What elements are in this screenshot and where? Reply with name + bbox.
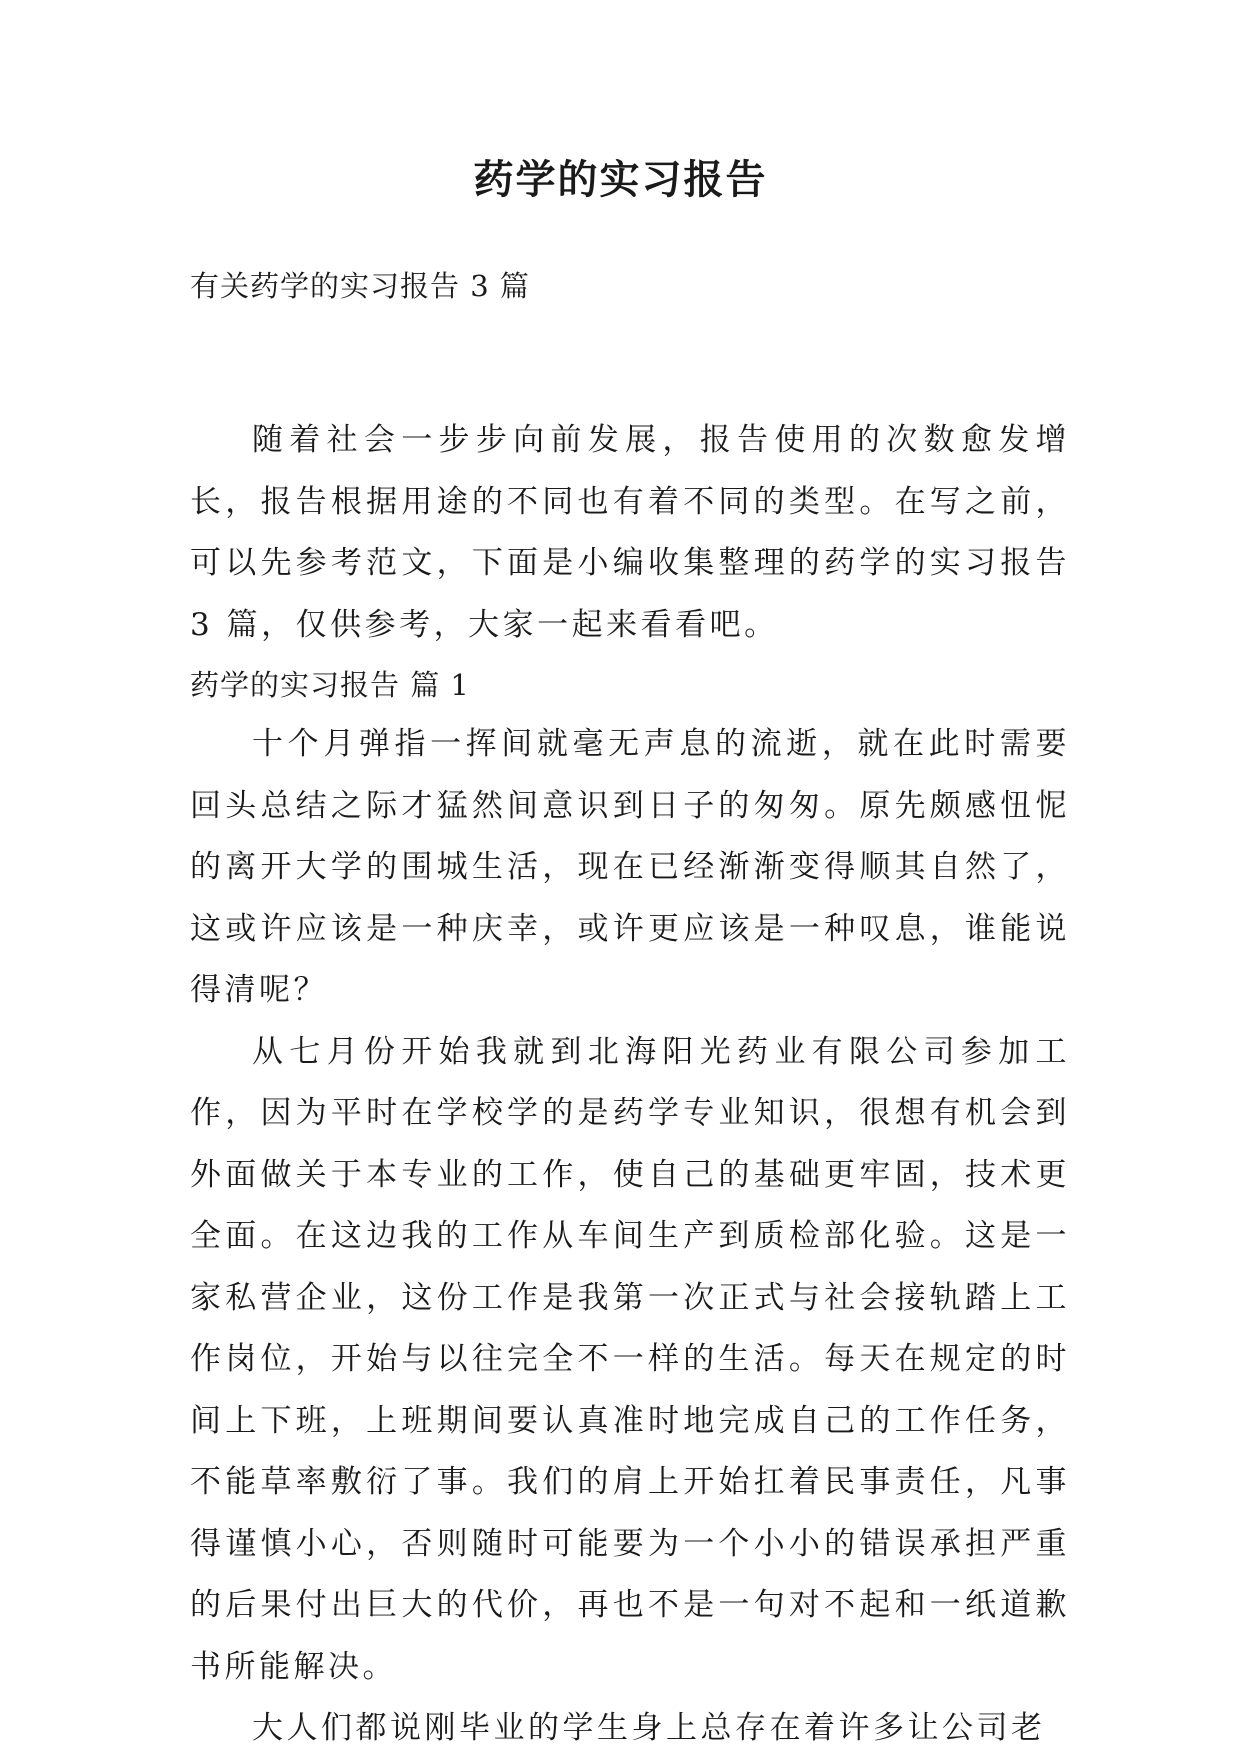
section-heading: 药学的实习报告 篇 1	[190, 668, 470, 702]
document-subtitle: 有关药学的实习报告 3 篇	[190, 269, 530, 303]
document-body	[190, 410, 1070, 1760]
body-paragraph: 从七月份开始我就到北海阳光药业有限公司参加工作，因为平时在学校学的是药学专业知识，很想有机会到外面做关于本专业的工作，使自己的基础更牢固，技术更全面。在这边我的工作从车间生产到质检部化验。这是一家私营企业，这份工作是我第一次正式与社会接轨踏上工作岗位，开始与以往完全不一样的生活。每天在规定的时间上下班，上班期间要认真准时地完成自己的工作任务，不能草率敷衍了事。我们的肩上开始扛着民事责任，凡事得谨慎小心，否则随时可能要为一个小小的错误承担严重的后果付出巨大的代价，再也不是一句对不起和一纸道歉书所能解决。	[190, 1033, 1070, 1685]
intro-paragraph: 随着社会一步步向前发展，报告使用的次数愈发增长，报告根据用途的不同也有着不同的类型。在写之前，可以先参考范文，下面是小编收集整理的药学的实习报告 3 篇，仅供参考，大家一起来看看吧。	[190, 422, 1070, 643]
body-paragraph: 大人们都说刚毕业的学生身上总存在着许多让公司老	[252, 1710, 1046, 1746]
body-paragraph: 十个月弹指一挥间就毫无声息的流逝，就在此时需要回头总结之际才猛然间意识到日子的匆匆。原先颇感忸怩的离开大学的围城生活，现在已经渐渐变得顺其自然了，这或许应该是一种庆幸，或许更应该是一种叹息，谁能说得清呢？	[190, 726, 1070, 1008]
document-title: 药学的实习报告	[473, 156, 768, 203]
